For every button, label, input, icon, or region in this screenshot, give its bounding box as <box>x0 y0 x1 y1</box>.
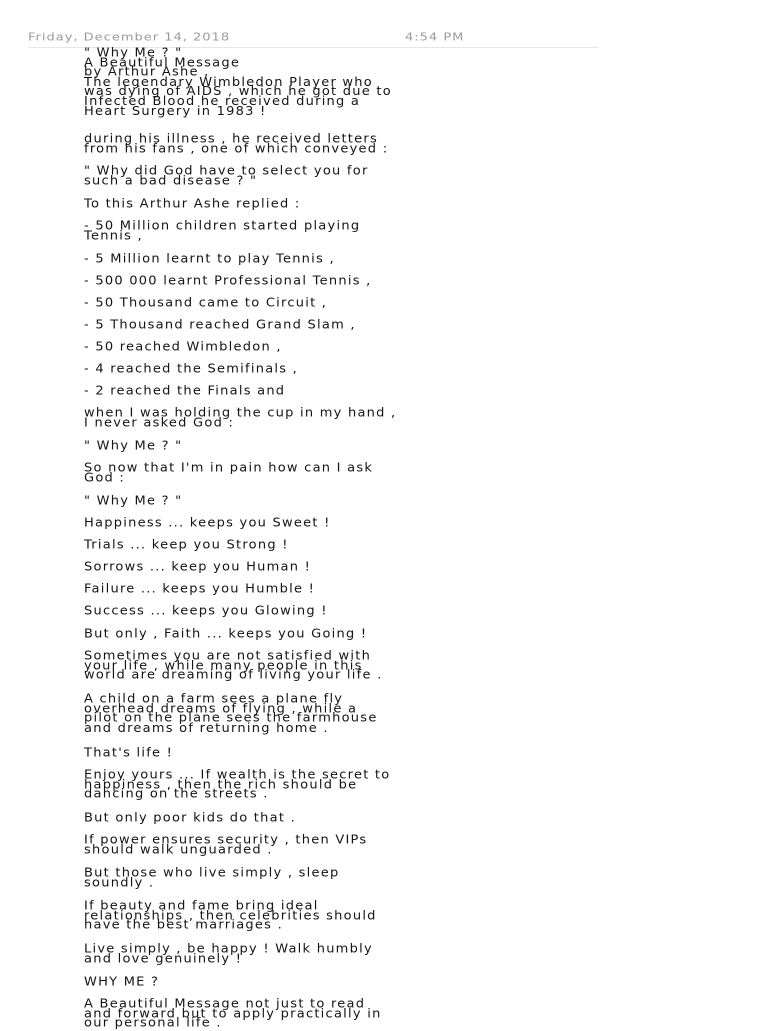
list-item: - 5 Thousand reached Grand Slam , <box>84 318 356 333</box>
message-paragraph: Happiness ... keeps you Sweet ! <box>84 516 331 531</box>
message-paragraph: during his illness , he received letters from his fans , one of which conveyed : <box>84 131 389 156</box>
message-paragraph: If beauty and fame bring ideal relationships , then celebrities should have the best marriages . <box>84 898 377 933</box>
list-item: - 5 Million learnt to play Tennis , <box>84 252 335 266</box>
message-paragraph: when I was holding the cup in my hand , I never asked God : <box>84 406 397 431</box>
list-item: - 50 Thousand came to Circuit , <box>84 296 328 311</box>
message-paragraph: But those who live simply , sleep soundly . <box>84 866 340 890</box>
message-paragraph: Sometimes you are not satisfied with your life , while many people in this world are dreaming of living your life . <box>84 648 383 683</box>
message-paragraph: A child on a farm sees a plane fly overhead dreams of flying , while a pilot on the plane sees the farmhouse and dreams of returning home . <box>84 692 378 736</box>
list-item: - 50 reached Wimbledon , <box>84 340 282 355</box>
list-item: - 50 Million children started playing Tennis , <box>84 219 361 243</box>
list-item: - 2 reached the Finals and <box>84 384 286 399</box>
message-paragraph: " Why Me ? " <box>84 494 183 508</box>
message-paragraph: Live simply , be happy ! Walk humbly and love genuinely ! <box>84 942 373 966</box>
message-paragraph: Enjoy yours ... If wealth is the secret to happiness , then the rich should be dancing on the streets . <box>84 768 391 802</box>
list-item: - 4 reached the Semifinals , <box>84 362 299 377</box>
list-item: - 500 000 learnt Professional Tennis , <box>84 274 372 288</box>
message-paragraph: But only poor kids do that . <box>84 811 296 826</box>
message-date: Friday, December 14, 2018 <box>28 31 231 44</box>
message-paragraph: So now that I'm in pain how can I ask God : <box>84 461 374 486</box>
message-body <box>84 46 624 1031</box>
message-paragraph: Sorrows ... keep you Human ! <box>84 560 312 575</box>
message-paragraph: Failure ... keeps you Humble ! <box>84 582 316 597</box>
message-paragraph: But only , Faith ... keeps you Going ! <box>84 626 368 641</box>
message-paragraph: That's life ! <box>84 745 174 760</box>
message-intro: " Why Me ? " A Beautiful Message by Arthur Ashe , The legendary Wimbledon Player who was dying of AIDS , which he got due to Infected Blood he received during a Heart Surgery in 1983 ! <box>84 46 392 119</box>
message-header <box>28 29 598 48</box>
message-time: 4:54 PM <box>405 31 465 44</box>
message-closing: A Beautiful Message not just to read and forward but to apply practically in our personal life . <box>84 996 382 1031</box>
message-paragraph: " Why did God have to select you for such a bad disease ? " <box>84 164 369 189</box>
message-paragraph: Success ... keeps you Glowing ! <box>84 604 328 619</box>
message-paragraph: Trials ... keep you Strong ! <box>84 538 289 553</box>
message-paragraph: If power ensures security , then VIPs should walk unguarded . <box>84 833 368 858</box>
message-paragraph: To this Arthur Ashe replied : <box>84 197 301 212</box>
message-paragraph: WHY ME ? <box>84 974 160 989</box>
message-paragraph: " Why Me ? " <box>84 439 183 454</box>
